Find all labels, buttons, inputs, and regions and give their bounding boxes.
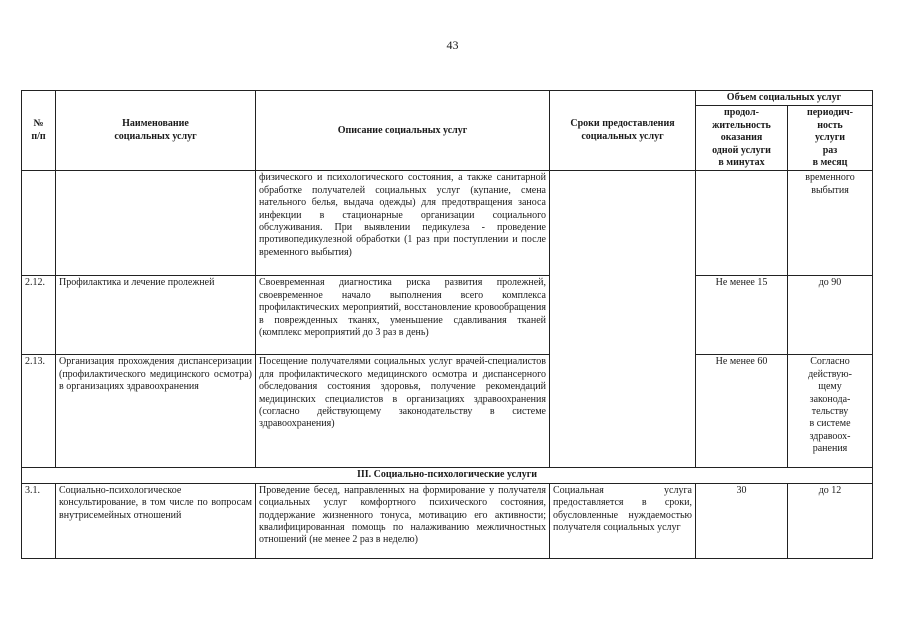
row-description: физического и психологического состояния, а также санитарной обработке получателей социальных услуг (купание, смена нательного белья, выдача одежды) для предотвращения заноса инфекции в стационарные организации социального обслуживания. При выявлении педикулеза - проведение противопедикулезной обработки (1 раз при поступлении и после временного выбытия) bbox=[256, 171, 550, 276]
row-terms bbox=[550, 171, 696, 468]
row-service-name: Социально-психологическое консультирование, в том числе по вопросам внутрисемейных отношений bbox=[56, 483, 256, 558]
row-service-name bbox=[56, 171, 256, 276]
header-service-volume: Объем социальных услуг bbox=[696, 91, 873, 106]
row-service-name: Профилактика и лечение пролежней bbox=[56, 276, 256, 355]
row-description: Проведение бесед, направленных на формирование у получателя социальных услуг комфортного психического состояния, поддержание жизненного тонуса, мотивацию его активности; квалифицированная помощь по налаживанию межличностных отношений (не менее 2 раз в неделю) bbox=[256, 483, 550, 558]
header-number: № п/п bbox=[22, 91, 56, 171]
row-description: Своевременная диагностика риска развития пролежней, своевременное начало выполнения всего комплекса профилактических мероприятий, восстановление кровообращения в поврежденных тканях, уменьшение сдавливания тканей (комплекс мероприятий до 3 раз в день) bbox=[256, 276, 550, 355]
row-duration bbox=[696, 171, 788, 276]
row-duration: 30 bbox=[696, 483, 788, 558]
row-frequency: до 90 bbox=[788, 276, 873, 355]
header-service-description: Описание социальных услуг bbox=[256, 91, 550, 171]
table-row bbox=[22, 171, 873, 276]
row-number: 2.12. bbox=[22, 276, 56, 355]
section-title: III. Социально-психологические услуги bbox=[22, 468, 873, 483]
section-row bbox=[22, 468, 873, 483]
row-frequency: временного выбытия bbox=[788, 171, 873, 276]
row-terms: Социальная услуга предоставляется в сроки, обусловленные нуждаемостью получателя социальных услуг bbox=[550, 483, 696, 558]
header-duration: продол- жительность оказания одной услуги в минутах bbox=[696, 106, 788, 171]
row-number: 3.1. bbox=[22, 483, 56, 558]
table-row bbox=[22, 276, 873, 355]
table-row bbox=[22, 483, 873, 558]
row-number bbox=[22, 171, 56, 276]
row-duration: Не менее 15 bbox=[696, 276, 788, 355]
header-service-name: Наименование социальных услуг bbox=[56, 91, 256, 171]
social-services-table bbox=[21, 90, 873, 559]
header-service-terms: Сроки предоставления социальных услуг bbox=[550, 91, 696, 171]
row-number: 2.13. bbox=[22, 355, 56, 468]
row-service-name: Организация прохождения диспансеризации (профилактического медицинского осмотра) в организациях здравоохранения bbox=[56, 355, 256, 468]
row-frequency: Согласно действую- щему законода- тельству в системе здравоох- ранения bbox=[788, 355, 873, 468]
page-number: 43 bbox=[446, 38, 459, 52]
row-duration: Не менее 60 bbox=[696, 355, 788, 468]
table-row bbox=[22, 355, 873, 468]
row-description: Посещение получателями социальных услуг врачей-специалистов для профилактического медицинского осмотра и диспансерного обследования состояния здоровья, получение рекомендаций медицинских специалистов в организациях здравоохранения (согласно действующему законодательству в системе здравоохранения) bbox=[256, 355, 550, 468]
row-frequency: до 12 bbox=[788, 483, 873, 558]
header-frequency: периодич- ность услуги раз в месяц bbox=[788, 106, 873, 171]
